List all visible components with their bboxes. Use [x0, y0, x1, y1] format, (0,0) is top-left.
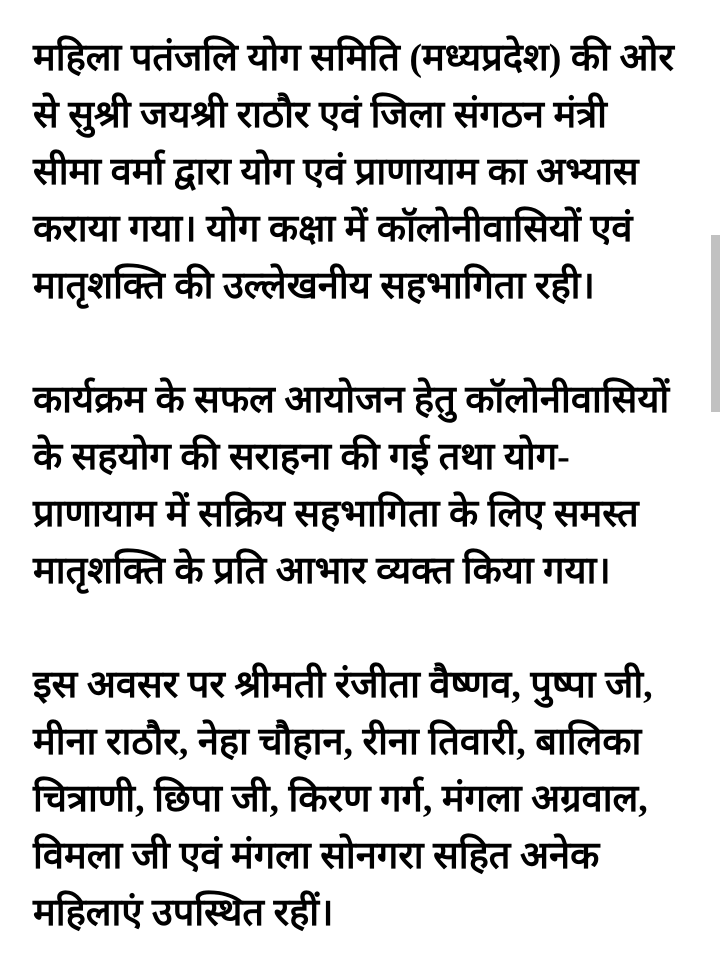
text-line: महिला पतंजलि योग समिति (मध्यप्रदेश) की ओर	[33, 37, 674, 79]
text-line: इस अवसर पर श्रीमती रंजीता वैष्णव, पुष्पा जी,	[33, 664, 653, 706]
text-line: सीमा वर्मा द्वारा योग एवं प्राणायाम का अभ्यास	[33, 151, 639, 193]
text-line: प्राणायाम में सक्रिय सहभागिता के लिए समस्त	[33, 493, 639, 535]
paragraph	[33, 372, 690, 600]
text-line: मीना राठौर, नेहा चौहान, रीना तिवारी, बालिका	[33, 721, 642, 763]
text-line: के सहयोग की सराहना की गई तथा योग-	[33, 436, 570, 478]
text-line: महिलाएं उपस्थित रहीं।	[33, 892, 334, 934]
text-line: चित्राणी, छिपा जी, किरण गर्ग, मंगला अग्रवाल,	[33, 778, 648, 820]
scrollbar-track	[711, 0, 720, 955]
text-line: विमला जी एवं मंगला सोनगरा सहित अनेक	[33, 835, 600, 877]
text-line: मातृशक्ति के प्रति आभार व्यक्त किया गया।	[33, 550, 611, 592]
text-line: कार्यक्रम के सफल आयोजन हेतु कॉलोनीवासियों	[33, 379, 670, 421]
scrollbar-thumb[interactable]	[711, 235, 720, 412]
text-line: से सुश्री जयश्री राठौर एवं जिला संगठन मंत्री	[33, 94, 608, 136]
paragraph	[33, 657, 690, 942]
paragraph	[33, 30, 690, 315]
text-line: मातृशक्ति की उल्लेखनीय सहभागिता रही।	[33, 265, 595, 307]
article-text	[33, 30, 690, 942]
text-line: कराया गया। योग कक्षा में कॉलोनीवासियों एवं	[33, 208, 633, 250]
